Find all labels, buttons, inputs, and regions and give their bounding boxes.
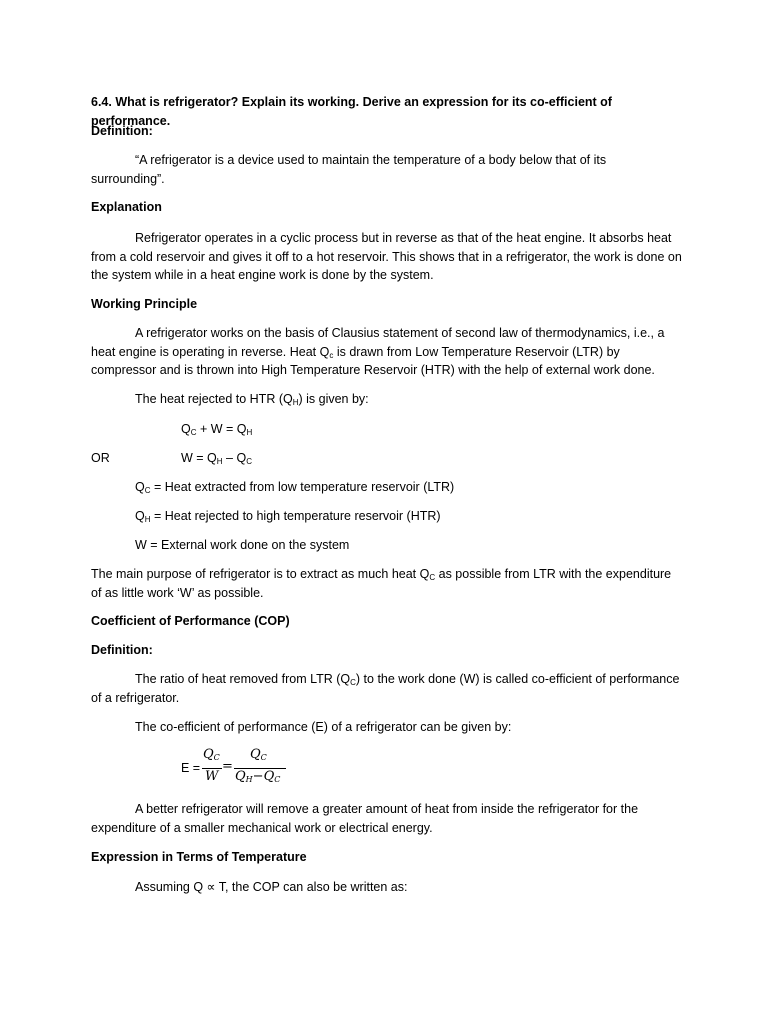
subscript: c	[329, 350, 334, 360]
definition-qh	[135, 507, 683, 526]
or-label: OR	[91, 451, 110, 465]
text-run: + W = Q	[196, 422, 247, 436]
text-run: Q	[235, 769, 246, 784]
text-run: is drawn from Low Temperature Reservoir (LTR) by compressor and is thrown into High Temperature Reservoir (HTR) with the help of external work done.	[91, 344, 655, 378]
text-run: Q	[250, 747, 261, 762]
text-run: Q	[135, 480, 145, 494]
text-run: – Q	[222, 451, 247, 465]
definition-qc	[135, 478, 683, 497]
subscript: C	[190, 428, 197, 437]
better-refrigerator-text: A better refrigerator will remove a greater amount of heat from inside the refrigerator for the expenditure of a smaller mechanical work or electrical energy.	[91, 802, 639, 835]
subscript: C	[246, 457, 252, 466]
fraction-1-denominator: W	[205, 769, 219, 784]
formula-lhs: E =	[181, 761, 201, 775]
definition-w: W = External work done on the system	[135, 538, 350, 552]
explanation-text: Refrigerator operates in a cyclic process but in reverse as that of the heat engine. It absorbs heat from a cold reservoir and gives it off to a hot reservoir. This shows that in a refrigerator, the work is done on the system while in a heat engine work is done by the system.	[91, 231, 682, 283]
subscript: H	[245, 775, 253, 784]
subscript: C	[260, 753, 267, 762]
subscript: H	[292, 398, 299, 407]
fraction-2-numerator	[250, 747, 267, 762]
cop-given-text: The co-efficient of performance (E) of a refrigerator can be given by:	[135, 720, 512, 734]
equation-2	[181, 449, 768, 468]
question-heading: 6.4. What is refrigerator? Explain its working. Derive an expression for its co-efficient of performance.	[91, 95, 612, 128]
text-run: ) is given by:	[298, 392, 369, 406]
assuming-text: Assuming Q ∝ T, the COP can also be written as:	[135, 880, 408, 894]
purpose-text	[91, 565, 683, 602]
text-run: W = Q	[181, 451, 217, 465]
heat-rejected-text	[135, 390, 683, 409]
subscript: C	[144, 486, 151, 495]
subscript: C	[429, 573, 436, 582]
definition-text: “A refrigerator is a device used to maintain the temperature of a body below that of its surrounding”.	[91, 153, 607, 186]
working-principle-heading: Working Principle	[91, 297, 198, 311]
subscript: H	[144, 515, 151, 524]
text-run: = Heat extracted from low temperature reservoir (LTR)	[150, 480, 455, 494]
text-run: Q	[181, 422, 191, 436]
explanation-heading: Explanation	[91, 200, 162, 214]
text-run: ) to the work done (W) is called co-efficient of performance of a refrigerator.	[91, 672, 680, 705]
text-run: Q	[135, 509, 145, 523]
subscript: C	[274, 775, 281, 784]
text-run: −	[252, 769, 264, 784]
text-run: Q	[203, 747, 214, 762]
formula-equals: =	[222, 759, 233, 774]
subscript: H	[246, 428, 253, 437]
text-run: The heat rejected to HTR (Q	[135, 392, 293, 406]
subscript: H	[216, 457, 223, 466]
working-principle-text	[91, 324, 683, 380]
fraction-2-denominator	[235, 769, 280, 784]
text-run: A refrigerator works on the basis of Clausius statement of second law of thermodynamics, i.e., a heat engine is operating in reverse. Heat Q	[91, 326, 665, 359]
cop-definition-text	[91, 670, 683, 707]
fraction-1-numerator	[203, 747, 220, 762]
equation-1	[181, 420, 768, 439]
text-run: = Heat rejected to high temperature reservoir (HTR)	[150, 509, 441, 523]
subscript: C	[350, 678, 356, 687]
cop-heading: Coefficient of Performance (COP)	[91, 614, 290, 628]
text-run: The ratio of heat removed from LTR (Q	[135, 672, 351, 686]
text-run: Q	[263, 769, 275, 784]
temperature-expression-heading: Expression in Terms of Temperature	[91, 850, 307, 864]
definition-heading: Definition:	[91, 124, 153, 138]
text-run: The main purpose of refrigerator is to extract as much heat Q	[91, 567, 430, 581]
cop-definition-heading: Definition:	[91, 643, 153, 657]
text-run: as possible from LTR with the expenditure of as little work ‘W’ as possible.	[91, 567, 672, 600]
subscript: C	[213, 753, 220, 762]
